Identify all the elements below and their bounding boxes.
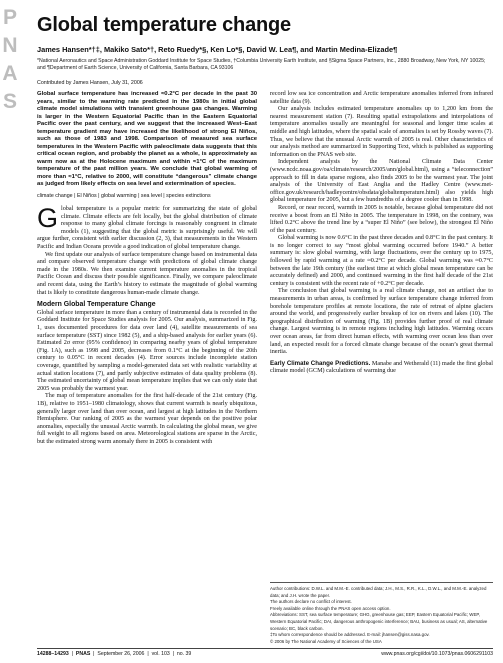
volume: vol. 103	[151, 651, 170, 657]
issue-date: September 26, 2006	[97, 651, 145, 657]
pnas-sidebar-logo	[0, 0, 22, 300]
affiliations: *National Aeronautics and Space Administration Goddard Institute for Space Studies, †Columbia University Earth Institute, and §Sigma Space Partners, Inc., 2880 Broadway, New York, NY 10025; and ¶Department of Earth Science, University of California, Santa Barbara, CA 93106	[37, 58, 486, 71]
keywords: climate change | El Niños | global warming | sea level | species extinctions	[37, 192, 211, 199]
sidebar-letter: P	[2, 6, 17, 29]
body-paragraph: The conclusion that global warming is a real climate change, not an artifact due to measurements in urban areas, is confirmed by surface temperature change inferred from borehole temperature profiles at remote locations, the rate of retreat of alpine glaciers around the world, and progressively earlier breakup of ice on rivers and lakes (10). The geographical distribution of warming (Fig. 1B) provides further proof of real climate change. Largest warming is in remote regions including high latitudes. Warming occurs over ocean areas, far from direct human effects, with warming over ocean less than over land, an expected result for a forced climate change because of the ocean’s great thermal inertia.	[270, 288, 493, 356]
issue-number: no. 39	[176, 651, 192, 657]
body-paragraph: Global warming is now 0.6°C in the past three decades and 0.8°C in the past century. It is no longer correct to say “most global warming occurred before 1940.” A better summary is: slow global warming, with large fluctuations, over the century up to 1975, followed by rapid warming at a rate ≈0.2°C per decade. Global warming was ≈0.7°C between the late 19th century (the earliest time at which global mean temperature can be accurately defined) and 2000, and continued warming in the first half decade of the 21st century is consistent with the recent rate of +0.2°C per decade.	[270, 235, 493, 287]
page-footer	[37, 648, 493, 657]
body-paragraph: Record, or near record, warmth in 2005 is notable, because global temperature did not receive a boost from an El Niño in 2005. The temperature in 1998, on the contrary, was lifted 0.2°C above the trend line by a “super El Niño” (see below), the strongest El Niño of the past century.	[270, 204, 493, 234]
sidebar-letter: N	[2, 34, 18, 57]
body-paragraph: Early Climate Change Predictions. Manabe and Wetherald (11) made the first global climate model (GCM) calculations of warming due	[270, 359, 493, 375]
footnote: © 2006 by The National Academy of Sciences of the USA	[270, 638, 382, 644]
abstract: Global surface temperature has increased ≈0.2°C per decade in the past 30 years, similar to the warming rate predicted in the 1980s in initial global climate model simulations with transient greenhouse gas changes. Warming is larger in the Western Equatorial Pacific than in the Eastern Equatorial Pacific over the past century, and we suggest that the increased West–East temperature gradient may have increased the likelihood of strong El Niños, such as those of 1983 and 1998. Comparison of measured sea surface temperatures in the Western Pacific with paleoclimate data suggests that this critical ocean region, and probably the planet as a whole, is approximately as warm now as at the Holocene maximum and within ≈1°C of the maximum temperature of the past million years. We conclude that global warming of more than ≈1°C, relative to 2000, will constitute “dangerous” climate change as judged from likely effects on sea level and extermination of species.	[37, 91, 257, 187]
body-paragraph: record low sea ice concentration and Arctic temperature anomalies inferred from infrared satellite data (9).	[270, 91, 493, 105]
footnote: The authors declare no conflict of interest.	[270, 599, 352, 605]
footnotes	[270, 582, 493, 645]
journal-name: PNAS	[75, 651, 91, 657]
drop-cap: G	[37, 203, 59, 234]
section-heading: Modern Global Temperature Change	[37, 301, 156, 309]
author-list: James Hansen*†‡, Makiko Sato*†, Reto Ruedy*§, Ken Lo*§, David W. Lea¶, and Martin Medina-Elizade¶	[37, 45, 398, 54]
left-column	[37, 91, 257, 447]
intro-paragraph: Global temperature is a popular metric for summarizing the state of global climate. Climate effects are felt locally, but the global distribution of climate response to many global climate forcings is reasonably congruent in climate models (1), suggesting that the global metric is surprisingly useful. We will argue further, consistent with earlier discussion (2, 3), that measurements in the Western Pacific and Indian Oceans provide a good indication of global temperature change.	[37, 203, 257, 251]
contributed-by: Contributed by James Hansen, July 31, 2006	[37, 80, 143, 86]
sidebar-letter: S	[2, 90, 17, 113]
right-column	[270, 91, 493, 376]
footer-citation: 14288–14293 | PNAS | September 26, 2006 | vol. 103 | no. 39	[37, 651, 192, 657]
footnote: Freely available online through the PNAS open access option.	[270, 605, 391, 611]
subsection-heading: Early Climate Change Predictions.	[270, 359, 371, 367]
doi-link[interactable]: www.pnas.org/cgi/doi/10.1073/pnas.0606291103	[381, 651, 493, 657]
body-paragraph: Our analysis includes estimated temperature anomalies up to 1,200 km from the nearest measurement station (7). Resulting spatial extrapolations and interpolations of temperature anomalies usually are meaningful for seasonal and longer time scales at middle and high latitudes, where the spatial scale of anomalies is set by Rossby waves (7). Thus, we believe that the unusual Arctic warmth of 2005 is real. Other characteristics of our analysis method are summarized in Supporting Text, which is published as supporting information on the PNAS web site.	[270, 106, 493, 158]
body-paragraph: Global surface temperature in more than a century of instrumental data is recorded in the Goddard Institute for Space Studies analysis for 2005. Our analysis, summarized in Fig. 1, uses documented procedures for data over land (4), satellite measurements of sea surface temperature (SST) since 1982 (5), and a ship-based analysis for earlier years (6). Estimated 2σ error (95% confidence) in comparing nearby years of global temperature (Fig. 1A), such as 1998 and 2005, decreases from 0.1°C at the beginning of the 20th century to 0.05°C in recent decades (4). Error sources include incomplete station coverage, quantified by sampling a model-generated data set with realistic variability at actual station locations (7), and partly subjective estimates of data quality problems (8). The estimated uncertainty of global mean temperature implies that we can only state that 2005 was probably the warmest year.	[37, 309, 257, 392]
page-range: 14288–14293	[37, 651, 69, 657]
body-paragraph: The map of temperature anomalies for the first half-decade of the 21st century (Fig. 1B), relative to 1951–1980 climatology, shows that current warmth is nearly ubiquitous, generally larger over land than over ocean, and largest at high latitudes in the Northern Hemisphere. Our ranking of 2005 as the warmest year depends on the positive polar anomalies, especially the unusual Arctic warmth. In calculating the global mean, we give full weight to all regions based on area. Meteorological stations are sparse in the Arctic, but the estimated strong warm anomaly there in 2005 is consistent with	[37, 393, 257, 445]
paper-title: Global temperature change	[37, 14, 291, 36]
body-paragraph: Independent analysis by the National Climate Data Center (www.ncdc.noaa.gov/oa/climate/research/2005/ann/global.html), using a “teleconnection” approach to fill in data sparse regions, also finds 2005 to be the warmest year. The joint analysis of the University of East Anglia and the Hadley Centre (www.met-office.gov.uk/research/hadleycentre/obsdata/globaltemperature.html) also yields high global temperature for 2005, but a few hundredths of a degree cooler than in 1998.	[270, 159, 493, 204]
sidebar-letter: A	[2, 62, 18, 85]
footnote: ‡To whom correspondence should be addressed. E-mail: jhansen@giss.nasa.gov.	[270, 632, 430, 638]
intro-paragraph: We first update our analysis of surface temperature change based on instrumental data and compare observed temperature change with predictions of global climate change made in the 1980s. We then examine current temperature anomalies in the tropical Pacific Ocean and discuss their possible significance. Finally, we compare paleoclimate and recent data, using the Earth’s history to estimate the magnitude of global warming that is likely to constitute dangerous human-made climate change.	[37, 251, 257, 296]
footnote: Author contributions: D.W.L. and M.M.-E. contributed data; J.H., M.S., R.R., K.L., D.W.L., and M.M.-E. analyzed data; and J.H. wrote the paper.	[270, 586, 487, 598]
footnote: Abbreviations: SST, sea surface temperature; GHG, greenhouse gas; EEP, Eastern Equatorial Pacific; WEP, Western Equatorial Pacific; DAI, dangerous anthropogenic interference; BAU, business as usual; AS, alternative scenario; BC, black carbon.	[270, 612, 488, 631]
